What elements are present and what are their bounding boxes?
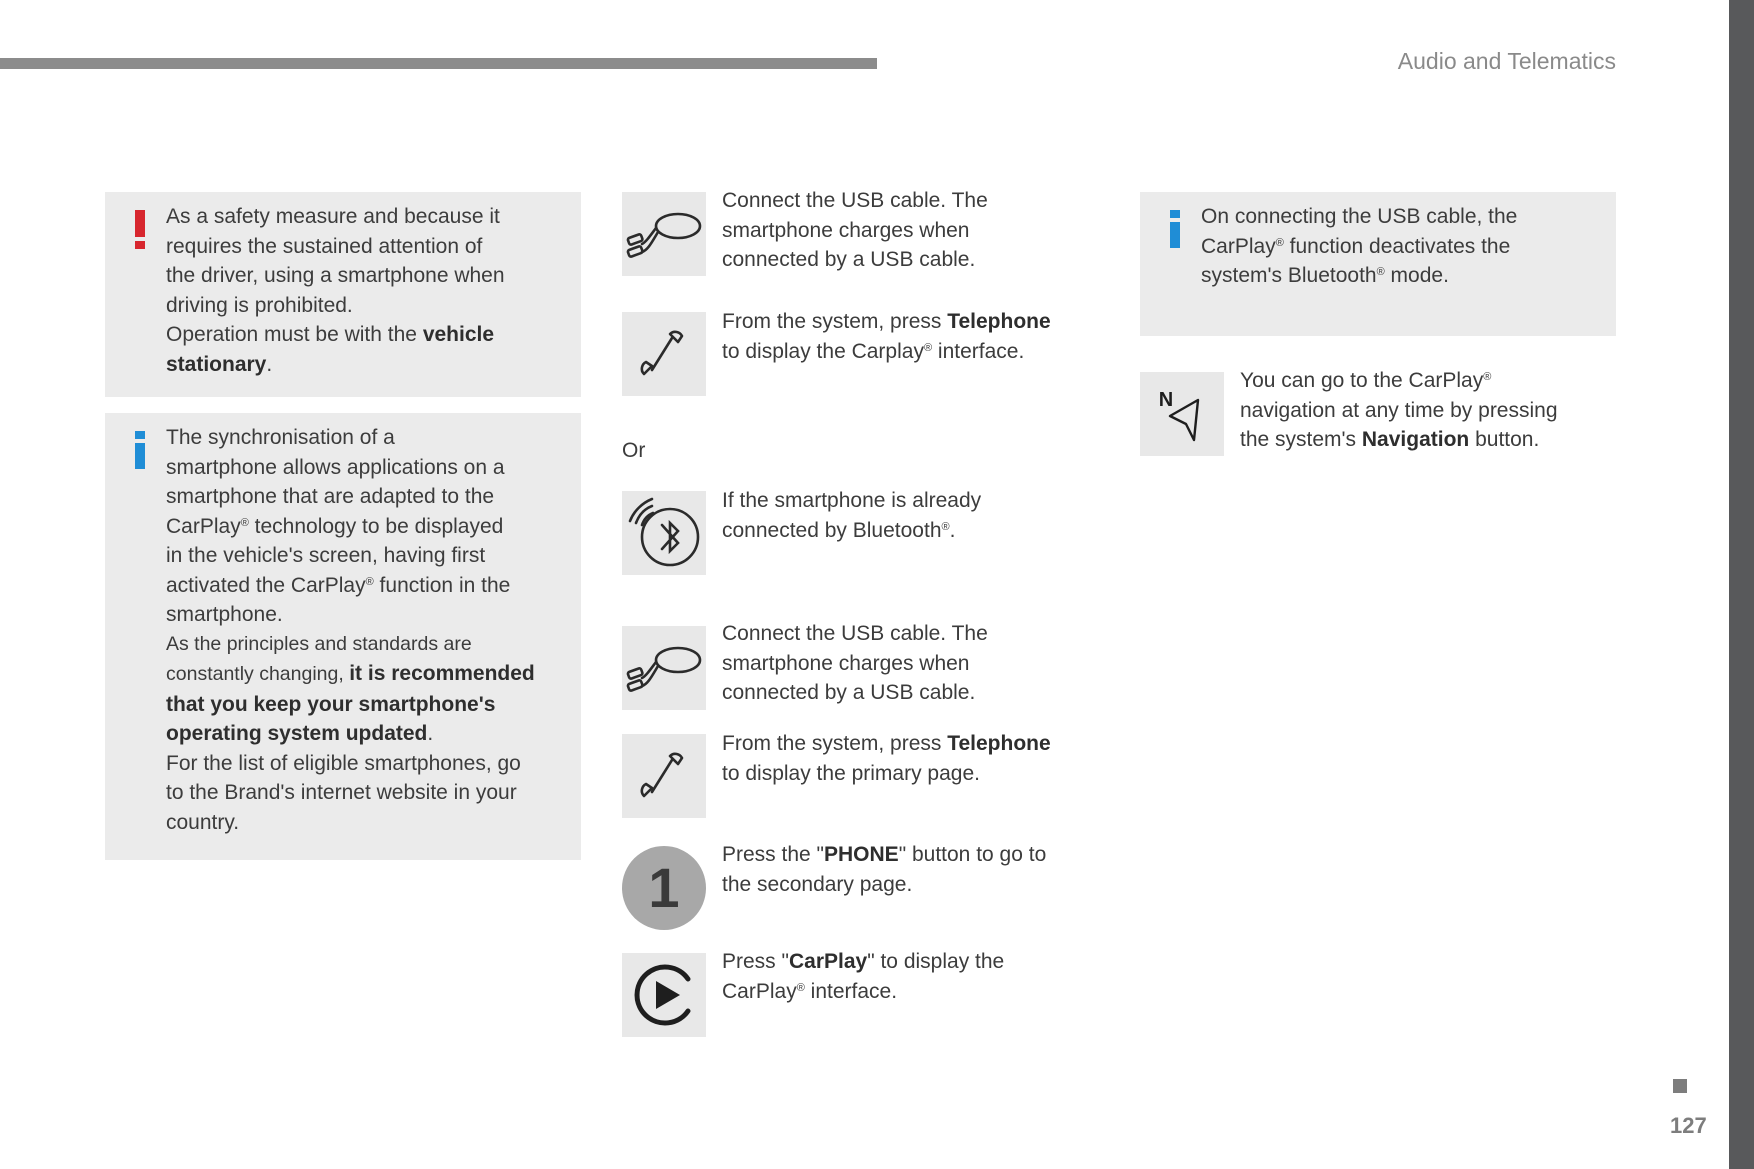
step-connect-usb-2: Connect the USB cable. The smartphone charges when connected by a USB cable. [722, 622, 988, 704]
info-line: in the vehicle's screen, having first [166, 544, 486, 567]
warning-line: the driver, using a smartphone when [166, 264, 505, 287]
warning-line: As a safety measure and because it [166, 205, 500, 228]
section-title: Audio and Telematics [1397, 48, 1616, 74]
page-marker [1673, 1079, 1687, 1093]
warning-line: driving is prohibited. [166, 293, 353, 317]
step-press-telephone: From the system, press Telephone to display the Carplay® interface. [722, 310, 1051, 363]
nav-instructions: You can go to the CarPlay® navigation at any time by pressing the system's Navigation button. [1240, 369, 1558, 451]
telephone-icon [622, 734, 706, 818]
info-line: The synchronisation of a [166, 426, 395, 449]
step-press-carplay: Press "CarPlay" to display the CarPlay® interface. [722, 950, 1005, 1003]
info-note: constantly changing, it is recommended [166, 662, 535, 685]
info-box-synchronisation [105, 413, 581, 860]
telephone-icon [622, 312, 706, 396]
or-label: Or [622, 439, 646, 462]
header-rule [0, 58, 877, 69]
info-line: smartphone that are adapted to the [166, 485, 495, 508]
page-number: 127 [1670, 1113, 1707, 1138]
warning-line: requires the sustained attention of [166, 234, 483, 258]
step-connect-usb: Connect the USB cable. The smartphone charges when connected by a USB cable. [722, 189, 988, 271]
info-line: activated the CarPlay® function in the [166, 573, 511, 597]
step-press-phone: Press the "PHONE" button to go to the secondary page. [722, 843, 1047, 896]
info-note: operating system updated. [166, 722, 434, 745]
bluetooth-icon [622, 491, 706, 575]
info-line: country. [166, 810, 240, 834]
navigation-icon-letter: N [1158, 389, 1174, 411]
warning-operation-end: stationary. [166, 352, 273, 376]
number-one-label: 1 [648, 856, 680, 919]
info-icon [133, 431, 147, 469]
info-line: On connecting the USB cable, the [1201, 205, 1518, 228]
info-line: CarPlay® technology to be displayed [166, 514, 504, 538]
carplay-icon [622, 953, 706, 1037]
info-box-usb-carplay [1140, 192, 1616, 336]
info-line: smartphone allows applications on a [166, 455, 505, 479]
info-line: smartphone. [166, 603, 283, 626]
info-icon [1168, 210, 1182, 248]
warning-box [105, 192, 581, 397]
info-note: As the principles and standards are [166, 632, 472, 655]
page-edge-strip [1729, 0, 1754, 1169]
info-line: system's Bluetooth® mode. [1201, 264, 1449, 287]
info-line: For the list of eligible smartphones, go [166, 751, 521, 775]
step-bluetooth-connected: If the smartphone is already connected by Bluetooth®. [722, 489, 982, 542]
number-one-icon [621, 845, 707, 931]
warning-operation: Operation must be with the vehicle [166, 323, 495, 346]
navigation-icon [1140, 372, 1224, 456]
exclamation-icon [133, 210, 147, 250]
usb-cable-icon [622, 192, 706, 276]
info-line: CarPlay® function deactivates the [1201, 234, 1511, 258]
info-line: to the Brand's internet website in your [166, 781, 517, 804]
step-press-telephone-2: From the system, press Telephone to display the primary page. [722, 732, 1051, 785]
usb-cable-icon [622, 626, 706, 710]
info-note: that you keep your smartphone's [166, 692, 496, 716]
